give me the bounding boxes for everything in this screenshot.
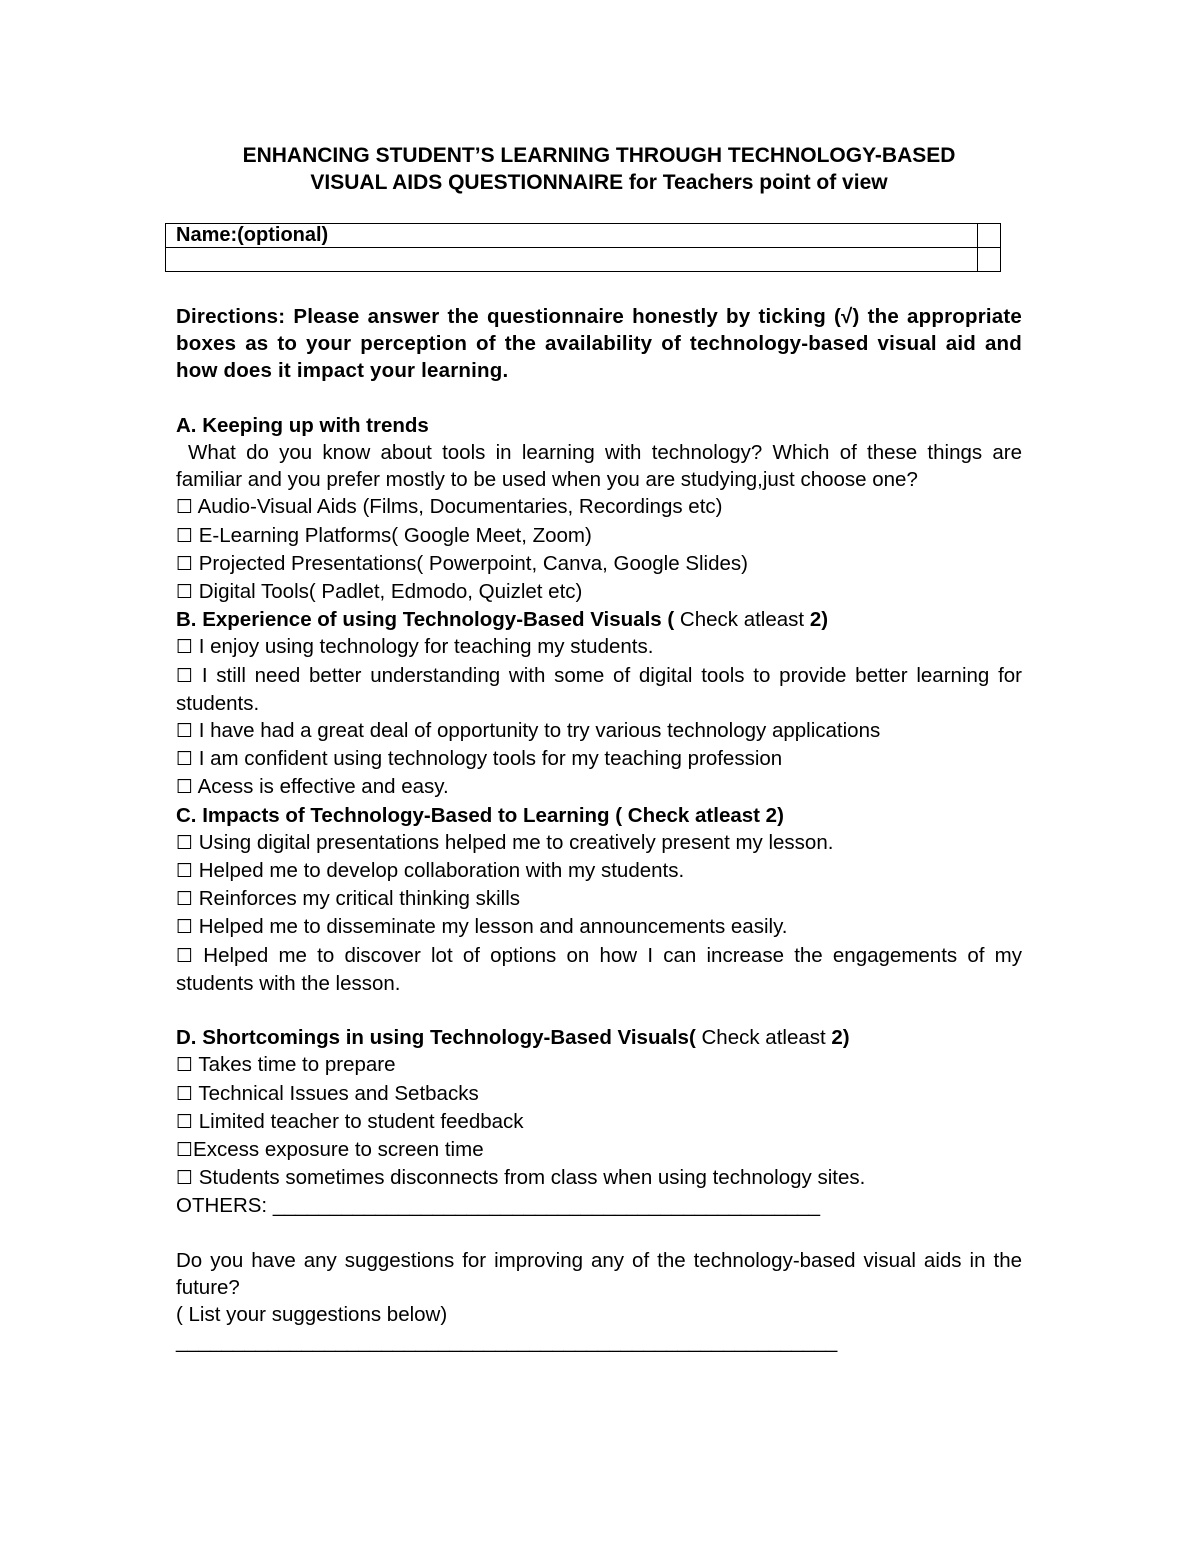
checkbox-label: Helped me to disseminate my lesson and announcements easily. [193, 915, 788, 939]
document-title [150, 142, 1048, 196]
section-a-heading: A. Keeping up with trends [176, 413, 429, 437]
section-d-options [176, 1051, 1022, 1192]
section-d-heading [176, 1024, 1022, 1051]
checkbox-icon[interactable]: ☐ [176, 496, 194, 519]
checkbox-label: Using digital presentations helped me to creatively present my lesson. [193, 830, 834, 854]
name-label-cell: Name:(optional) [166, 224, 978, 248]
checkbox-label: E-Learning Platforms( Google Meet, Zoom) [193, 523, 592, 547]
checkbox-option[interactable] [176, 745, 1022, 773]
suggestions-instruction: ( List your suggestions below) [176, 1303, 448, 1327]
name-table [165, 223, 1001, 272]
checkbox-label: I am confident using technology tools for my teaching profession [193, 747, 783, 771]
name-table-row [166, 248, 1001, 272]
checkbox-label: Helped me to discover lot of options on how I can increase the engagements of my students with the lesson. [176, 943, 1022, 995]
checkbox-icon[interactable]: ☐ [176, 1110, 194, 1133]
name-side-cell [978, 248, 1001, 272]
checkbox-option[interactable] [176, 913, 1022, 941]
section-d-heading-text: D. Shortcomings in using Technology-Based Visuals( [176, 1026, 696, 1050]
spacer [176, 1220, 1022, 1247]
checkbox-icon[interactable]: ☐ [176, 720, 194, 743]
section-d-heading-note: Check atleast [701, 1026, 826, 1050]
others-line[interactable]: OTHERS: ________________________________________________ [176, 1194, 821, 1218]
suggestions-answer-line[interactable]: __________________________________________________________ [176, 1330, 838, 1354]
questionnaire-body [176, 303, 1022, 1356]
checkbox-option[interactable] [176, 829, 1022, 857]
checkbox-icon[interactable]: ☐ [176, 552, 194, 575]
name-table-row [166, 224, 1001, 248]
checkbox-option[interactable] [176, 1080, 1022, 1108]
section-b-heading-note: Check atleast [679, 608, 805, 632]
checkbox-label: Limited teacher to student feedback [193, 1109, 524, 1133]
checkbox-icon[interactable]: ☐ [176, 944, 194, 967]
checkbox-label: Helped me to develop collaboration with my students. [193, 859, 685, 883]
checkbox-option[interactable] [176, 773, 1022, 801]
checkbox-label: Students sometimes disconnects from class when using technology sites. [193, 1166, 866, 1190]
suggestions-question: Do you have any suggestions for improving any of the technology-based visual aids in the future? [176, 1248, 1022, 1300]
checkbox-label: Takes time to prepare [193, 1053, 396, 1077]
checkbox-icon[interactable]: ☐ [176, 1082, 194, 1105]
section-b-heading-count: 2) [809, 608, 829, 632]
checkbox-option[interactable] [176, 522, 1022, 550]
spacer [176, 385, 1022, 412]
checkbox-label: Reinforces my critical thinking skills [193, 887, 520, 911]
checkbox-option[interactable] [176, 942, 1022, 997]
section-b-heading-text: B. Experience of using Technology-Based Visuals ( [176, 608, 675, 632]
name-input-cell[interactable] [166, 248, 978, 272]
section-c-heading: C. Impacts of Technology-Based to Learning ( Check atleast 2) [176, 803, 784, 827]
checkbox-icon[interactable]: ☐ [176, 831, 194, 854]
checkbox-icon[interactable]: ☐ [176, 581, 194, 604]
title-line-1: ENHANCING STUDENT’S LEARNING THROUGH TECHNOLOGY-BASED [242, 144, 956, 167]
checkbox-label: Projected Presentations( Powerpoint, Canva, Google Slides) [193, 551, 748, 575]
section-b-heading [176, 606, 1022, 633]
checkbox-option[interactable] [176, 857, 1022, 885]
section-a-options [176, 493, 1022, 606]
checkbox-label: Technical Issues and Setbacks [193, 1081, 479, 1105]
checkbox-label: Digital Tools( Padlet, Edmodo, Quizlet etc) [193, 580, 583, 604]
checkbox-label: I have had a great deal of opportunity to try various technology applications [193, 719, 881, 743]
section-a-question: What do you know about tools in learning with technology? Which of these things are familiar and you prefer mostly to be used when you are studying,just choose one? [176, 441, 1022, 492]
checkbox-icon[interactable]: ☐ [176, 664, 194, 687]
checkbox-option[interactable] [176, 550, 1022, 578]
checkbox-option[interactable] [176, 1108, 1022, 1136]
checkbox-icon[interactable]: ☐ [176, 776, 194, 799]
checkbox-icon[interactable]: ☐ [176, 636, 194, 659]
checkbox-option[interactable] [176, 633, 1022, 661]
section-d-heading-count: 2) [831, 1026, 850, 1050]
spacer [176, 997, 1022, 1024]
title-line-2: VISUAL AIDS QUESTIONNAIRE for Teachers point of view [310, 171, 888, 194]
directions-text: Directions: Please answer the questionnaire honestly by ticking (√) the appropriate boxes as to your perception of the availability of technology-based visual aid and how does it impact your learning. [176, 305, 1022, 383]
checkbox-option[interactable] [176, 717, 1022, 745]
checkbox-option[interactable] [176, 1164, 1022, 1192]
checkbox-label: I still need better understanding with some of digital tools to provide better learning for students. [176, 663, 1022, 715]
checkbox-option[interactable] [176, 662, 1022, 717]
checkbox-label: Acess is effective and easy. [193, 775, 449, 799]
checkbox-icon[interactable]: ☐ [176, 860, 194, 883]
checkbox-option[interactable] [176, 1136, 1022, 1164]
section-c-options [176, 829, 1022, 997]
checkbox-icon[interactable]: ☐ [176, 888, 194, 911]
checkbox-icon[interactable]: ☐ [176, 524, 194, 547]
checkbox-label: I enjoy using technology for teaching my students. [193, 635, 654, 659]
checkbox-icon[interactable]: ☐ [176, 1139, 194, 1162]
checkbox-option[interactable] [176, 885, 1022, 913]
checkbox-icon[interactable]: ☐ [176, 748, 194, 771]
checkbox-option[interactable] [176, 1051, 1022, 1079]
checkbox-icon[interactable]: ☐ [176, 916, 194, 939]
section-b-options [176, 633, 1022, 801]
checkbox-label: Audio-Visual Aids (Films, Documentaries, Recordings etc) [193, 495, 723, 519]
name-side-cell [978, 224, 1001, 248]
checkbox-icon[interactable]: ☐ [176, 1054, 194, 1077]
checkbox-label: Excess exposure to screen time [193, 1138, 484, 1162]
checkbox-option[interactable] [176, 493, 1022, 521]
checkbox-icon[interactable]: ☐ [176, 1167, 194, 1190]
checkbox-option[interactable] [176, 578, 1022, 606]
